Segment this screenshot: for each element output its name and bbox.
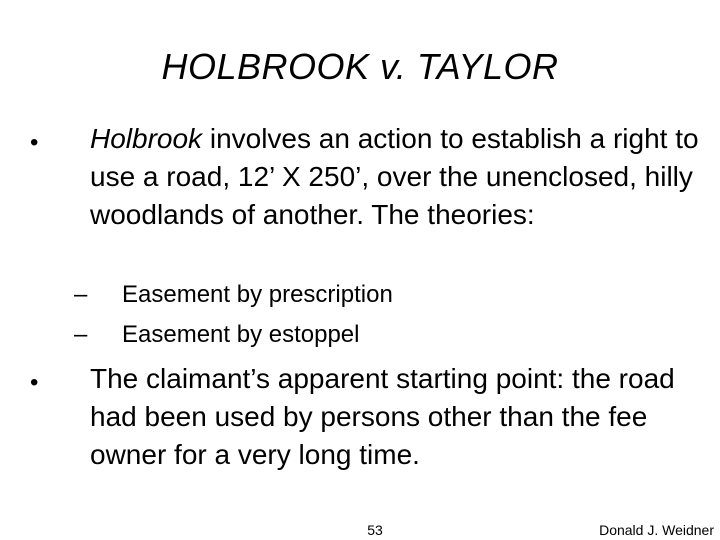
- case-name-italic: Holbrook: [90, 123, 203, 154]
- sub-bullet-estoppel: Easement by estoppel: [122, 321, 360, 348]
- bullet-marker: •: [30, 129, 39, 156]
- bullet-text-starting-point: The claimant’s apparent starting point: the road had been used by persons other than the fee owner for a very long time.: [90, 363, 675, 470]
- bullet-marker: •: [30, 369, 39, 396]
- bullet-text-body: involves an action to establish a right to use a road, 12’ X 250’, over the unenclosed, hilly woodlands of another. The theories:: [90, 123, 699, 230]
- page-number: 53: [367, 522, 383, 538]
- bullet-text-holbrook: [90, 120, 710, 234]
- footer-author: Donald J. Weidner: [599, 522, 714, 538]
- sub-bullet-marker: –: [74, 281, 88, 308]
- sub-bullet-marker: –: [74, 321, 88, 348]
- sub-bullet-prescription: Easement by prescription: [122, 281, 393, 308]
- slide-title: HOLBROOK v. TAYLOR: [161, 46, 559, 87]
